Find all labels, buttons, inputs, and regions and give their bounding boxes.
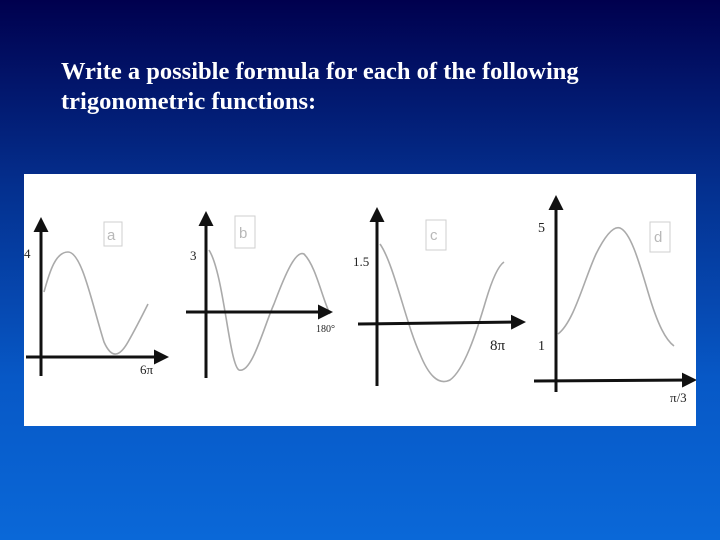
graph-c-x-axis [358,322,523,324]
graph-d-tag: d [654,229,663,246]
graph-c-y-label: 1.5 [353,254,370,269]
graph-a [24,220,166,377]
graph-d-x-label: π/3 [670,390,687,405]
graph-b-y-label: 3 [190,248,197,263]
graph-b-x-label: 180° [316,324,335,335]
graph-a-tag: a [107,227,116,244]
graph-a-curve [44,252,148,354]
graph-c [353,210,523,386]
graph-b-curve [209,250,330,370]
graphs-svg [24,174,696,426]
graph-d-y-label-low: 1 [538,339,545,354]
graph-b [186,214,335,378]
graph-d [534,198,694,405]
graph-a-x-label: 6π [140,362,154,377]
graph-a-y-label: 4 [24,246,31,261]
graph-c-x-label: 8π [490,338,506,354]
graphs-panel [24,174,696,426]
graph-c-curve [380,244,504,382]
graph-c-tag: c [430,227,438,244]
graph-b-tag: b [239,225,248,242]
slide-title: Write a possible formula for each of the following trigonometric functions: [61,58,579,115]
graph-d-y-label: 5 [538,221,545,236]
graph-d-x-axis [534,380,694,381]
